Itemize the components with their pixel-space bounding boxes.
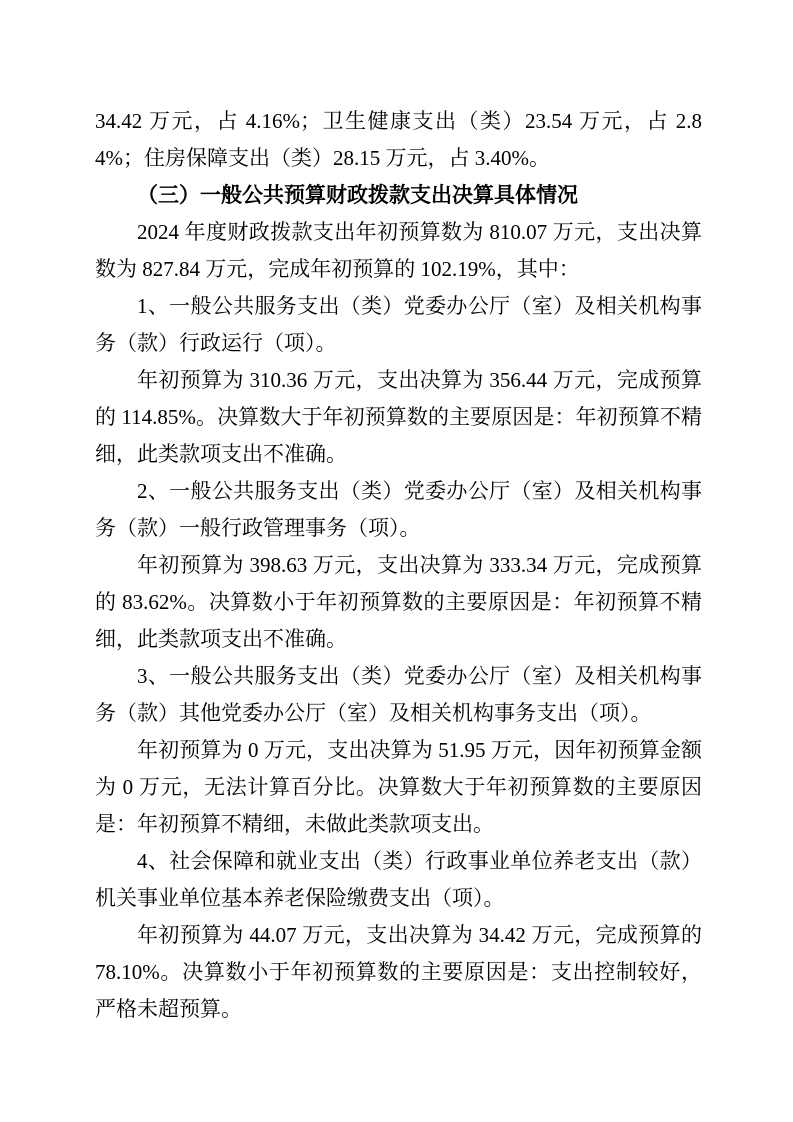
paragraph-item-2-detail: 年初预算为 398.63 万元，支出决算为 333.34 万元，完成预算的 83.62%。决算数小于年初预算数的主要原因是：年初预算不精细，此类款项支出不准确。 — [95, 553, 702, 651]
paragraph-item-1-title: 1、一般公共服务支出（类）党委办公厅（室）及相关机构事务（款）行政运行（项）。 — [95, 294, 702, 355]
page-content — [95, 103, 702, 1028]
paragraph-item-4-detail: 年初预算为 44.07 万元，支出决算为 34.42 万元，完成预算的 78.10%。决算数小于年初预算数的主要原因是：支出控制较好，严格未超预算。 — [95, 923, 702, 1021]
paragraph-continuation: 34.42 万元，占 4.16%；卫生健康支出（类）23.54 万元，占 2.84%；住房保障支出（类）28.15 万元，占 3.40%。 — [95, 109, 702, 170]
paragraph-item-2-title: 2、一般公共服务支出（类）党委办公厅（室）及相关机构事务（款）一般行政管理事务（项）。 — [95, 479, 702, 540]
paragraph-item-3-title: 3、一般公共服务支出（类）党委办公厅（室）及相关机构事务（款）其他党委办公厅（室）及相关机构事务支出（项）。 — [95, 664, 702, 725]
paragraph-item-3-detail: 年初预算为 0 万元，支出决算为 51.95 万元，因年初预算金额为 0 万元，无法计算百分比。决算数大于年初预算数的主要原因是：年初预算不精细，未做此类款项支出。 — [95, 738, 702, 836]
paragraph-overview: 2024 年度财政拨款支出年初预算数为 810.07 万元，支出决算数为 827.84 万元，完成年初预算的 102.19%，其中： — [95, 220, 702, 281]
paragraph-item-1-detail: 年初预算为 310.36 万元，支出决算为 356.44 万元，完成预算的 114.85%。决算数大于年初预算数的主要原因是：年初预算不精细，此类款项支出不准确。 — [95, 368, 702, 466]
section-heading: （三）一般公共预算财政拨款支出决算具体情况 — [137, 184, 578, 207]
paragraph-item-4-title: 4、社会保障和就业支出（类）行政事业单位养老支出（款）机关事业单位基本养老保险缴费支出（项）。 — [95, 849, 702, 910]
